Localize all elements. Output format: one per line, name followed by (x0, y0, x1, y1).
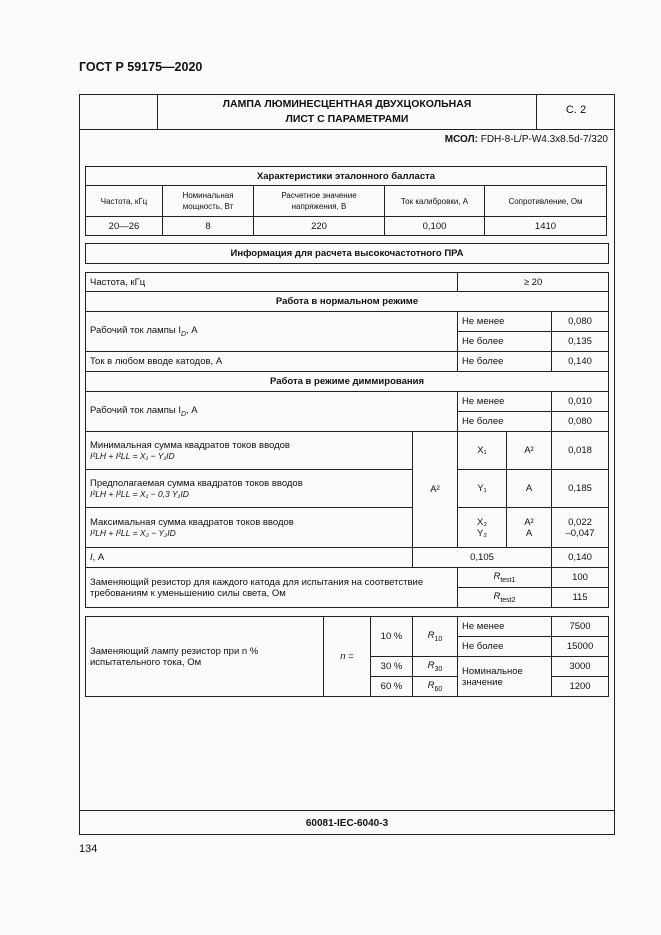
x2y2-values (552, 508, 609, 548)
frame-divider (79, 810, 615, 811)
y2-value: –0,047 (565, 527, 595, 539)
x2y2-symbols (458, 508, 507, 548)
r30-r: R (427, 660, 435, 672)
rtest1-r: R (493, 571, 501, 583)
x1-value: 0,018 (552, 432, 609, 470)
ballast-header: Частота, кГц (86, 186, 163, 217)
dim-min: 0,010 (552, 392, 609, 412)
dim-current-label (86, 392, 458, 432)
max-sum-label: Максимальная сумма квадратов токов вводов (90, 517, 294, 528)
dim-current-text: Рабочий ток лампы I (90, 405, 181, 417)
normal-min: 0,080 (552, 312, 609, 332)
ballast-value: 220 (254, 217, 385, 236)
not-less-label: Не менее (458, 392, 552, 412)
normal-title: Работа в нормальном режиме (86, 292, 609, 312)
x2-unit: A² (524, 516, 534, 528)
ballast-header: Номинальная мощность, Вт (163, 186, 254, 217)
r60-symbol (413, 677, 458, 697)
x2y2-units (507, 508, 552, 548)
ballast-value: 20—26 (86, 217, 163, 236)
rtest1-value: 100 (552, 568, 609, 588)
not-less-label: Не менее (458, 617, 552, 637)
frame-divider (79, 129, 615, 130)
max-sum-formula: I²LH + I²LL = X₂ − Y₂ID (90, 528, 176, 538)
rtest1-sub: test1 (500, 576, 516, 584)
work-current-text: Рабочий ток лампы I (90, 325, 181, 337)
ill-unit: , А (92, 552, 105, 563)
x2-value: 0,022 (568, 516, 592, 528)
pred-sum-formula: I²LH + I²LL = X₁ − 0,3 Y₁ID (90, 489, 189, 499)
r30-sub: 30 (434, 665, 443, 673)
pred-sum-label: Предполагаемая сумма квадратов токов вводов (90, 478, 303, 489)
p10: 10 % (371, 617, 413, 657)
mcol-label: МСОЛ: (444, 134, 478, 145)
not-more-label: Не более (458, 637, 552, 657)
x1-symbol: X₁ (458, 432, 507, 470)
page-number: 134 (79, 843, 98, 855)
hf-table (85, 243, 609, 697)
r10-symbol (413, 617, 458, 657)
r-max: 15000 (552, 637, 609, 657)
x2-symbol: X₂ (476, 516, 488, 528)
not-more-label: Не более (458, 412, 552, 432)
r-min: 7500 (552, 617, 609, 637)
rtest2-value: 115 (552, 588, 609, 608)
p30: 30 % (371, 657, 413, 677)
not-more-label: Не более (458, 352, 552, 372)
r30-value: 3000 (552, 657, 609, 677)
dim-max: 0,080 (552, 412, 609, 432)
pred-sum-cell (86, 470, 413, 508)
not-more-label: Не более (458, 332, 552, 352)
nominal-label: Номинальное значение (458, 657, 552, 697)
lamp-res-label: Заменяющий лампу резистор при n % испытательного тока, Ом (86, 617, 324, 697)
ill-value-1: 0,105 (413, 548, 552, 568)
ballast-value: 1410 (485, 217, 607, 236)
dim-current-unit: , А (186, 405, 198, 417)
r60-sub: 60 (434, 685, 443, 693)
r60-value: 1200 (552, 677, 609, 697)
rtest2-r: R (493, 591, 501, 603)
sheet-page: С. 2 (565, 104, 587, 116)
standard-number: ГОСТ Р 59175—2020 (79, 60, 203, 74)
ill-label (86, 548, 413, 568)
y1-unit: A (507, 470, 552, 508)
work-current-label (86, 312, 458, 352)
n-eq (324, 617, 371, 697)
ill-symbol: I (90, 552, 93, 563)
rtest2-symbol (458, 588, 552, 608)
freq-label: Частота, кГц (86, 273, 458, 292)
min-sum-formula: I²LH + I²LL = X₁ − Y₁ID (90, 451, 175, 461)
normal-max: 0,135 (552, 332, 609, 352)
title-line-1: ЛАМПА ЛЮМИНЕСЦЕНТНАЯ ДВУХЦОКОЛЬНАЯ (222, 98, 472, 110)
a2-unit: A² (413, 432, 458, 548)
spacer (86, 264, 609, 273)
r10-r: R (427, 630, 435, 642)
subst-res-label: Заменяющий резистор для каждого катода для испытания на соответствие требованиям к уменьшению силы света, Ом (86, 568, 458, 608)
ballast-table (85, 166, 607, 236)
y1-value: 0,185 (552, 470, 609, 508)
dim-current-sub: D (180, 410, 187, 418)
work-current-sub: D (180, 330, 187, 338)
ill-value-2: 0,140 (552, 548, 609, 568)
ballast-value: 8 (163, 217, 254, 236)
n-eq-text: n = (340, 651, 354, 662)
ballast-header: Сопротивление, Ом (485, 186, 607, 217)
r60-r: R (427, 680, 435, 692)
work-current-unit: , А (186, 325, 198, 337)
title-line-2: ЛИСТ С ПАРАМЕТРАМИ (285, 113, 409, 125)
mcol-value: FDH-8-L/P-W4.3x8.5d-7/320 (480, 134, 608, 145)
ballast-header: Ток калибровки, А (385, 186, 485, 217)
p60: 60 % (371, 677, 413, 697)
footer-code: 60081-IEC-6040-3 (305, 818, 389, 829)
x1-unit: A² (507, 432, 552, 470)
sheet-title (158, 97, 536, 127)
spacer (86, 608, 609, 617)
ballast-header: Расчетное значение напряжения, В (254, 186, 385, 217)
cathode-label: Ток в любом вводе катодов, А (86, 352, 458, 372)
ballast-title: Характеристики эталонного балласта (86, 167, 607, 186)
y2-symbol: Y₂ (476, 527, 488, 539)
hf-title: Информация для расчета высокочастотного ПРА (86, 244, 609, 264)
y2-unit: A (525, 527, 533, 539)
rtest2-sub: test2 (500, 596, 516, 604)
rtest1-symbol (458, 568, 552, 588)
ballast-value: 0,100 (385, 217, 485, 236)
mcol-code (445, 134, 608, 145)
cathode-value: 0,140 (552, 352, 609, 372)
min-sum-label: Минимальная сумма квадратов токов вводов (90, 440, 290, 451)
r30-symbol (413, 657, 458, 677)
min-sum-cell (86, 432, 413, 470)
max-sum-cell (86, 508, 413, 548)
freq-value: ≥ 20 (458, 273, 609, 292)
y1-symbol: Y₁ (458, 470, 507, 508)
not-less-label: Не менее (458, 312, 552, 332)
dimming-title: Работа в режиме диммирования (86, 372, 609, 392)
r10-sub: 10 (434, 635, 443, 643)
